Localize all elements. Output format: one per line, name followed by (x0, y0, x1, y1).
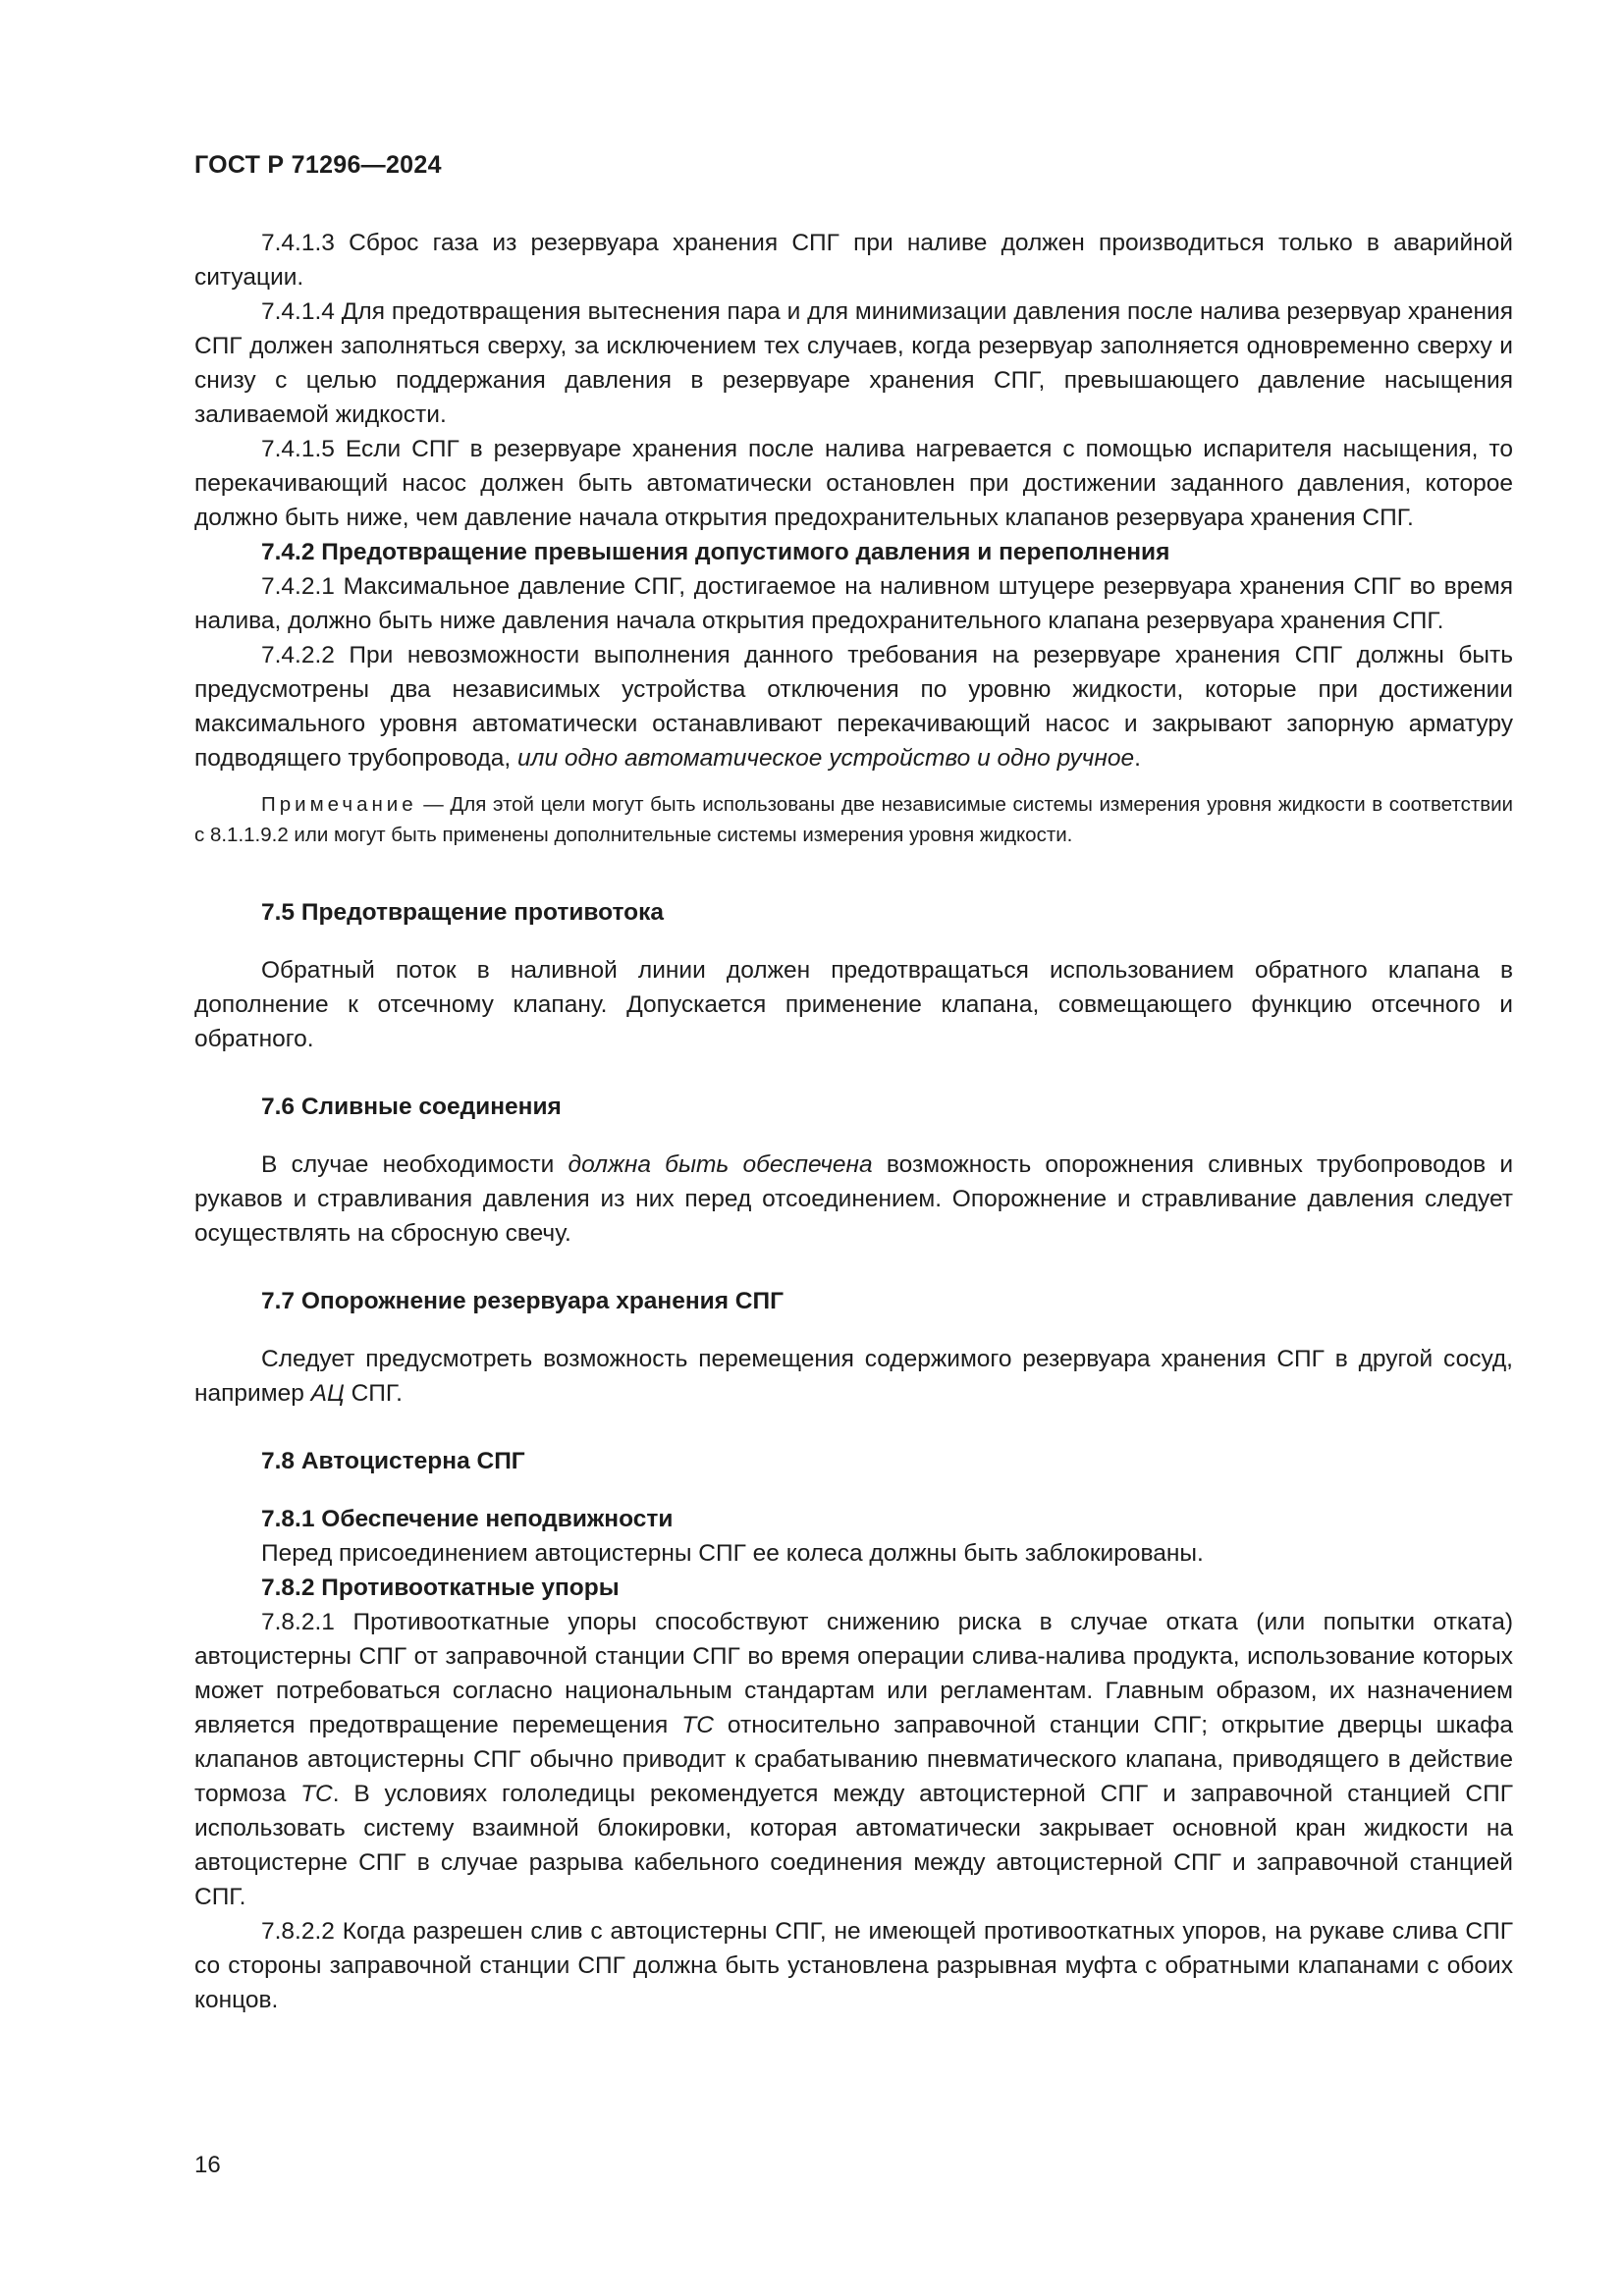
paragraph-7-4-2-2-text: 7.4.2.2 При невозможности выполнения данного требования на резервуаре хранения СПГ должны быть предусмотрены два независимых устройства отключения по уровню жидкости, которые при достижении максимального уровня автоматически останавливают перекачивающий насос и закрывают запорную арматуру подводящего трубопровода, (194, 642, 1513, 772)
paragraph-7-8-2-1-text: 7.8.2.1 Противооткатные упоры способствуют снижению риска в случае отката (или попытки отката) автоцистерны СПГ от заправочной станции СПГ во время операции слива-налива продукта, использование которых может потребоваться согласно национальным стандартам или регламентам. Главным образом, их назначением является предотвращение перемещения (194, 1609, 1513, 1738)
heading-7-8-1: 7.8.1 Обеспечение неподвижности (261, 1506, 674, 1532)
paragraph-7-4-2-1: 7.4.2.1 Максимальное давление СПГ, достигаемое на наливном штуцере резервуара хранения СПГ во время налива, должно быть ниже давления начала открытия предохранительного клапана резервуара хранения СПГ. (194, 573, 1513, 634)
note (194, 789, 1513, 850)
paragraph-7-4-2-2-end: . (1134, 745, 1141, 772)
heading-7-8: 7.8 Автоцистерна СПГ (261, 1448, 525, 1474)
paragraph-7-7-italic: АЦ (310, 1380, 345, 1407)
paragraph-7-8-1: Перед присоединением автоцистерны СПГ ее колеса должны быть заблокированы. (261, 1540, 1204, 1567)
paragraph-7-6-text: В случае необходимости (261, 1151, 568, 1178)
paragraph-7-4-1-3: 7.4.1.3 Сброс газа из резервуара хранения СПГ при наливе должен производиться только в аварийной ситуации. (194, 230, 1513, 291)
paragraph-7-7 (194, 1342, 1513, 1411)
paragraph-7-8-2-1-italic-2: ТС (300, 1781, 333, 1807)
heading-7-5: 7.5 Предотвращение противотока (261, 899, 665, 926)
paragraph-7-6-rest: возможность опорожнения сливных трубопроводов и рукавов и стравливания давления из них перед отсоединением. Опорожнение и стравливание давления следует осуществлять на сбросную свечу. (194, 1151, 1514, 1247)
paragraph-7-4-1-4: 7.4.1.4 Для предотвращения вытеснения пара и для минимизации давления после налива резервуар хранения СПГ должен заполняться сверху, за исключением тех случаев, когда резервуар заполняется одновременно сверху и снизу с целью поддержания давления в резервуаре хранения СПГ, превышающего давление насыщения заливаемой жидкости. (194, 298, 1513, 428)
paragraph-7-5: Обратный поток в наливной линии должен предотвращаться использованием обратного клапана в дополнение к отсечному клапану. Допускается применение клапана, совмещающего функцию отсечного и обратного. (194, 957, 1513, 1052)
paragraph-7-8-2-1-text-2: относительно заправочной станции СПГ; открытие дверцы шкафа клапанов автоцистерны СПГ обычно приводит к срабатыванию пневматического клапана, приводящего в действие тормоза (194, 1712, 1513, 1807)
paragraph-7-8-2-1 (194, 1605, 1513, 1914)
page-number: 16 (194, 2152, 221, 2178)
paragraph-7-8-2-2: 7.8.2.2 Когда разрешен слив с автоцистерны СПГ, не имеющей противооткатных упоров, на рукаве слива СПГ со стороны заправочной станции СПГ должна быть установлена разрывная муфта с обратными клапанами с обоих концов. (194, 1918, 1513, 2013)
document-header: ГОСТ Р 71296—2024 (194, 151, 442, 179)
paragraph-7-4-2-2-italic: или одно автоматическое устройство и одно ручное (517, 745, 1135, 772)
paragraph-7-8-2-1-text-3: . В условиях гололедицы рекомендуется между автоцистерной СПГ и заправочной станцией СПГ использовать систему взаимной блокировки, которая автоматически закрывает основной кран жидкости на автоцистерне СПГ в случае разрыва кабельного соединения между автоцистерной СПГ и заправочной станцией СПГ. (194, 1781, 1513, 1910)
paragraph-7-6-italic: должна быть обеспечена (568, 1151, 873, 1178)
heading-7-4-2: 7.4.2 Предотвращение превышения допустимого давления и переполнения (261, 539, 1170, 565)
document-body (194, 226, 1513, 2017)
paragraph-7-4-1-5: 7.4.1.5 Если СПГ в резервуаре хранения после налива нагревается с помощью испарителя насыщения, то перекачивающий насос должен быть автоматически остановлен при достижении заданного давления, которое должно быть ниже, чем давление начала открытия предохранительных клапанов резервуара хранения СПГ. (194, 436, 1513, 531)
note-text: — Для этой цели могут быть использованы две независимые системы измерения уровня жидкости в соответствии с 8.1.1.9.2 или могут быть применены дополнительные системы измерения уровня жидкости. (194, 793, 1513, 846)
heading-7-7: 7.7 Опорожнение резервуара хранения СПГ (261, 1288, 784, 1314)
paragraph-7-7-rest: СПГ. (344, 1380, 403, 1407)
heading-7-6: 7.6 Сливные соединения (261, 1094, 562, 1120)
heading-7-8-2: 7.8.2 Противооткатные упоры (261, 1575, 620, 1601)
paragraph-7-6 (194, 1148, 1513, 1251)
note-label: Примечание (261, 793, 417, 816)
paragraph-7-8-2-1-italic-1: ТС (681, 1712, 714, 1738)
paragraph-7-4-2-2 (194, 638, 1513, 775)
paragraph-7-7-text: Следует предусмотреть возможность перемещения содержимого резервуара хранения СПГ в другой сосуд, например (194, 1346, 1513, 1407)
